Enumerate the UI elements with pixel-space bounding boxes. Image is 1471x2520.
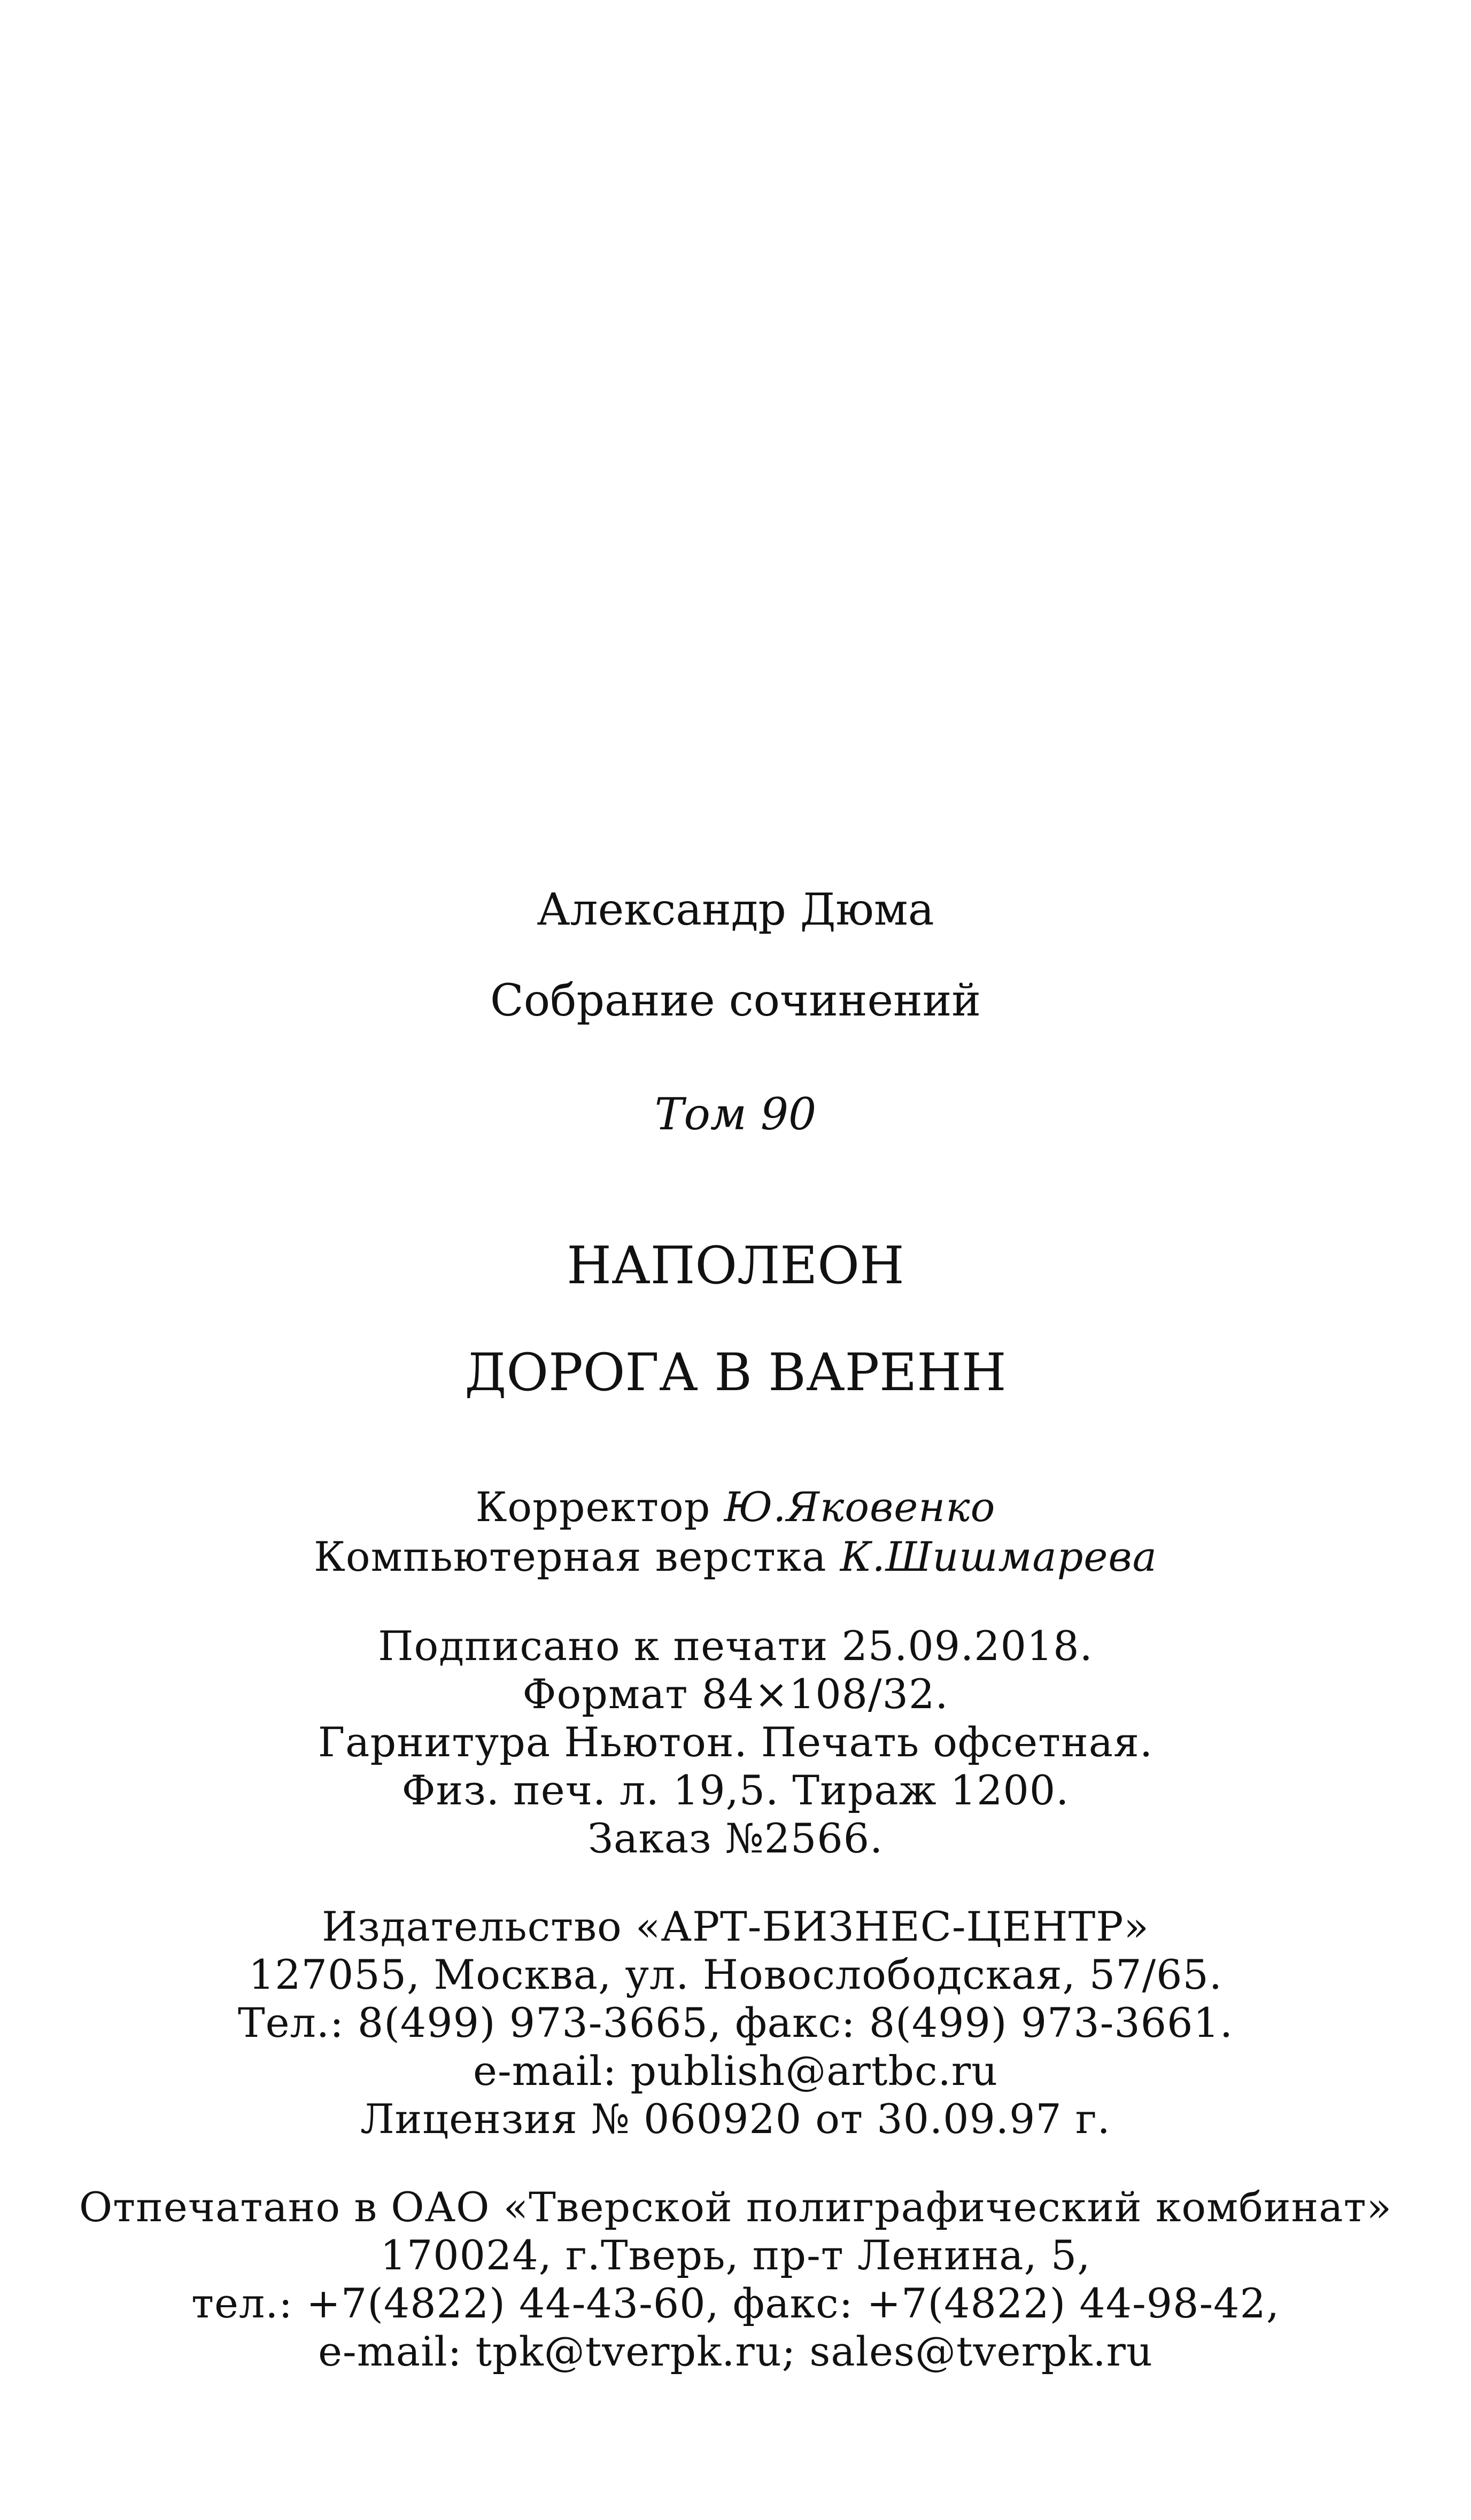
proofreader-label: Корректор xyxy=(475,1483,711,1531)
book-title-1: НАПОЛЕОН xyxy=(567,1236,904,1296)
proofreader-credit xyxy=(0,1483,1471,1531)
print-info-line: Формат 84×108/32. xyxy=(522,1670,949,1718)
print-info-line: Подписано к печати 25.09.2018. xyxy=(378,1622,1093,1670)
print-info-line: Физ. печ. л. 19,5. Тираж 1200. xyxy=(401,1766,1070,1814)
publisher-line: Тел.: 8(499) 973-3665, факс: 8(499) 973-3661. xyxy=(237,1999,1234,2046)
publisher-line: e-mail: publish@artbc.ru xyxy=(473,2047,998,2095)
printer-line: e-mail: tpk@tverpk.ru; sales@tverpk.ru xyxy=(318,2328,1153,2375)
volume-number: Том 90 xyxy=(654,1089,817,1140)
proofreader-name: Ю.Яковенко xyxy=(724,1483,996,1531)
series-title: Собрание сочинений xyxy=(490,975,981,1026)
printer-line: тел.: +7(4822) 44-43-60, факс: +7(4822) 44-98-42, xyxy=(191,2279,1280,2327)
publisher-line: 127055, Москва, ул. Новослободская, 57/65. xyxy=(248,1951,1223,1998)
print-info-line: Заказ №2566. xyxy=(587,1815,884,1862)
layout-label: Компьютерная верстка xyxy=(314,1533,827,1580)
publisher-line: Лицензия № 060920 от 30.09.97 г. xyxy=(360,2095,1111,2143)
layout-name: К.Шишмарева xyxy=(840,1533,1157,1580)
publisher-line: Издательство «АРТ-БИЗНЕС-ЦЕНТР» xyxy=(322,1903,1149,1950)
printer-line: Отпечатано в ОАО «Тверской полиграфический комбинат» xyxy=(79,2183,1392,2231)
printer-line: 170024, г.Тверь, пр-т Ленина, 5, xyxy=(380,2231,1091,2279)
book-title-2: ДОРОГА В ВАРЕНН xyxy=(464,1343,1007,1402)
layout-credit xyxy=(0,1533,1471,1580)
author-name: Александр Дюма xyxy=(537,885,934,935)
print-info-line: Гарнитура Ньютон. Печать офсетная. xyxy=(318,1718,1153,1766)
